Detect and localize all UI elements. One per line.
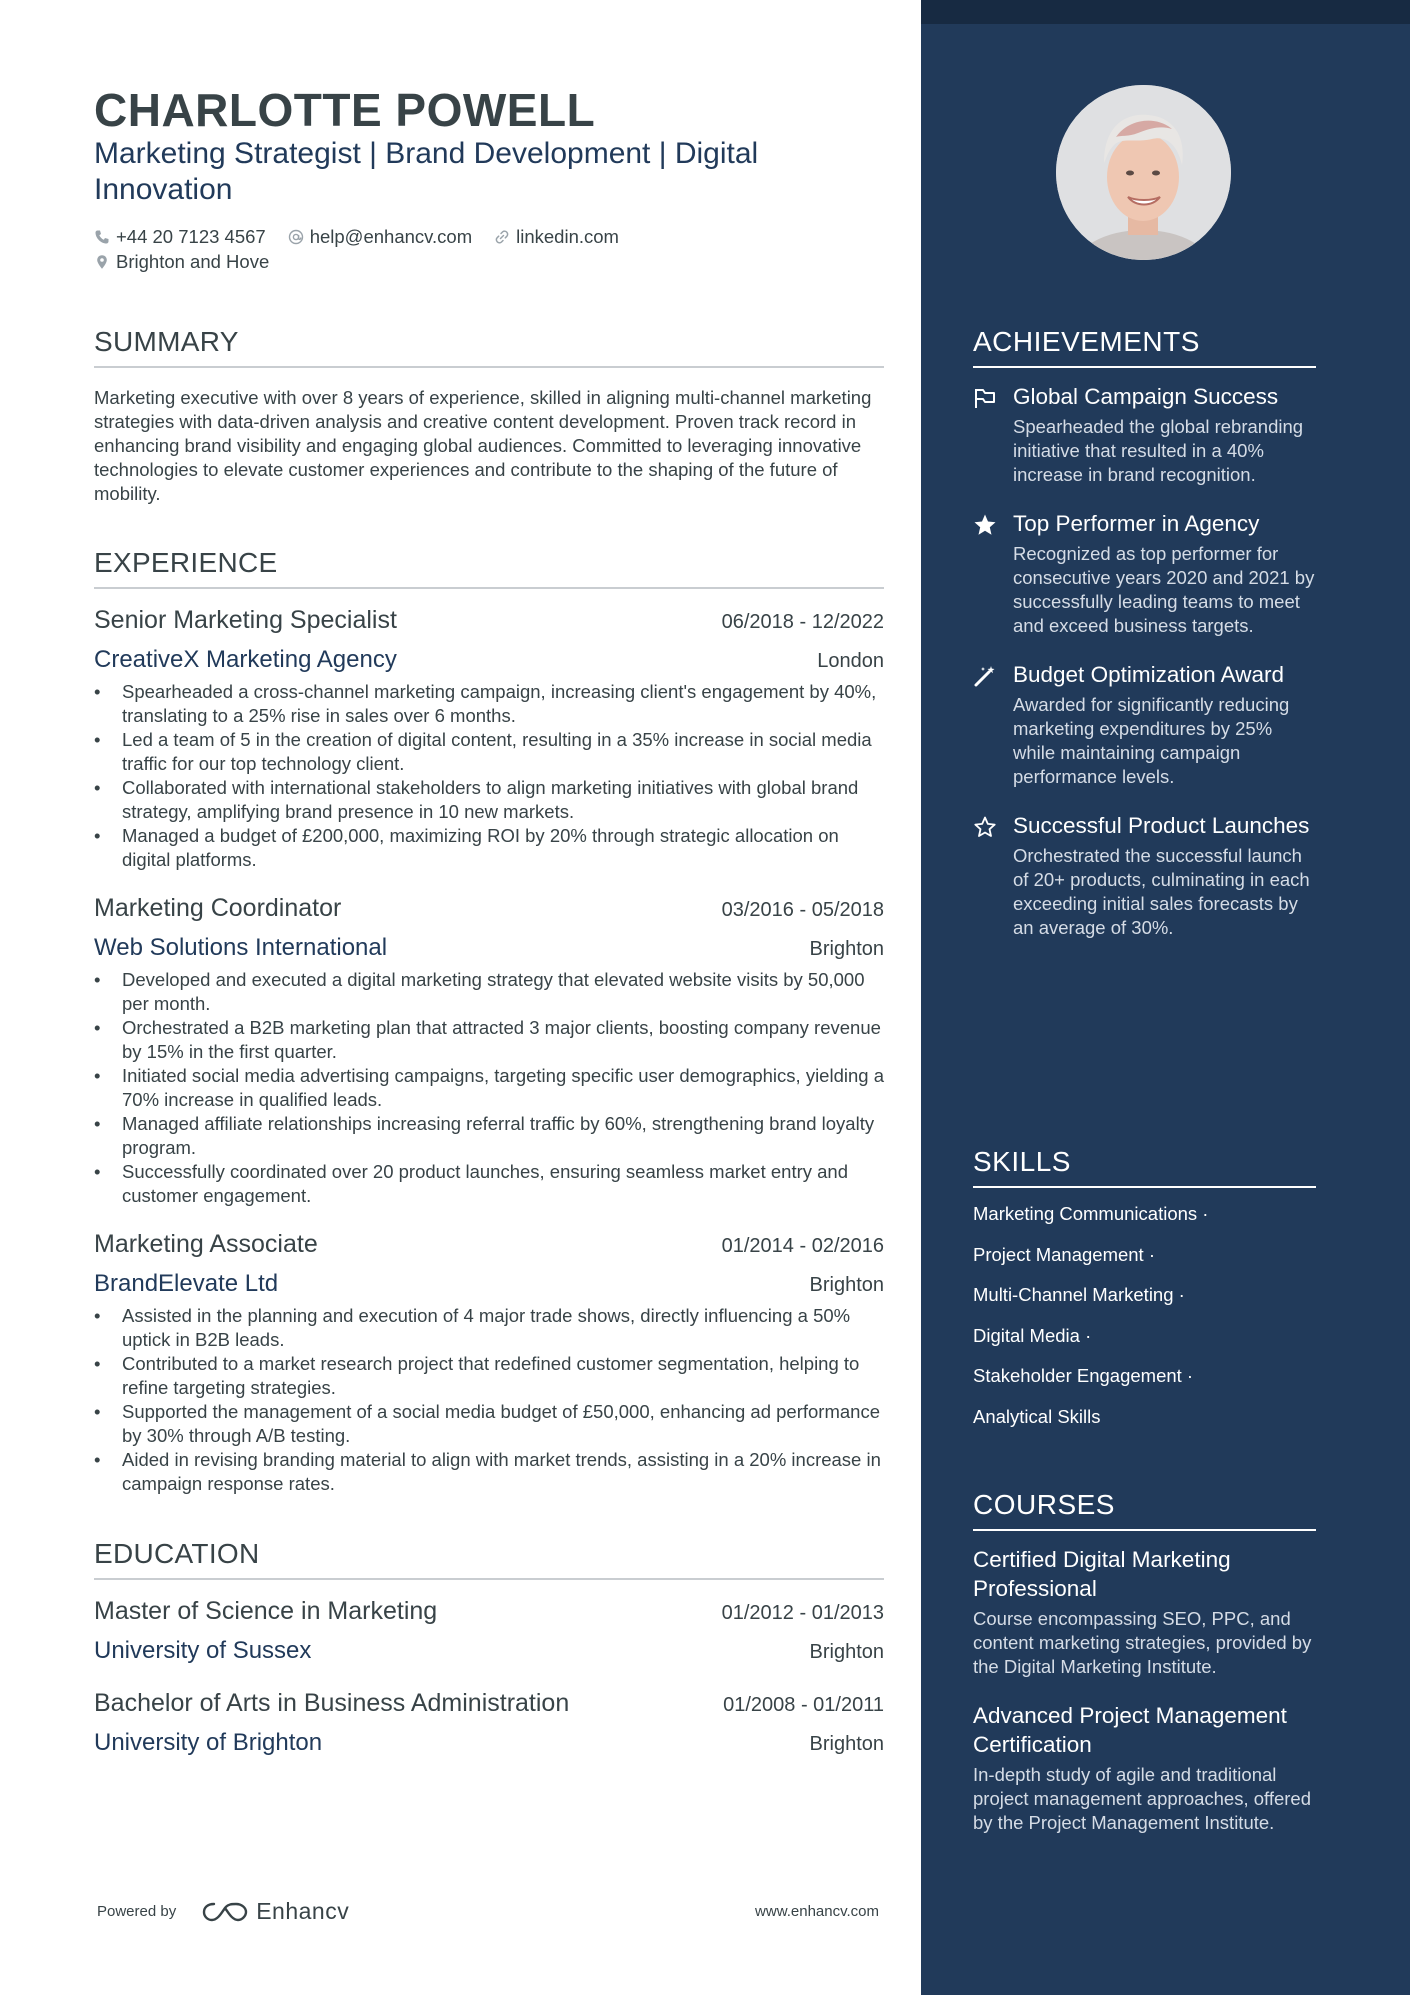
powered-by — [97, 1898, 349, 1925]
bullet-item: • Developed and executed a digital marketing strategy that elevated website visits by 50,000 per month. — [94, 968, 884, 1016]
achievement-title: Budget Optimization Award — [1013, 662, 1284, 687]
avatar — [1056, 85, 1231, 260]
bullet-item: • Supported the management of a social media budget of £50,000, enhancing ad performance by 30% through A/B testing. — [94, 1400, 884, 1448]
job-location: London — [817, 650, 884, 672]
job-bullets — [94, 1304, 884, 1496]
skill-item: Analytical Skills — [973, 1405, 1101, 1427]
bullet-item: • Managed a budget of £200,000, maximizing ROI by 20% through strategic allocation on digital platforms. — [94, 824, 884, 872]
experience-entry — [94, 604, 884, 872]
course-title: Advanced Project Management Certification — [973, 1703, 1287, 1757]
course-description: Course encompassing SEO, PPC, and content marketing strategies, provided by the Digital Marketing Institute. — [973, 1608, 1312, 1677]
company-name: BrandElevate Ltd — [94, 1270, 279, 1297]
achievement-item — [973, 811, 1316, 940]
degree-title: Master of Science in Marketing — [94, 1597, 438, 1625]
courses-section — [973, 1489, 1316, 1857]
phone-contact[interactable] — [94, 224, 266, 249]
achievement-description: Spearheaded the global rebranding initiative that resulted in a 40% increase in brand recognition. — [1013, 416, 1304, 485]
bullet-item: • Aided in revising branding material to align with market trends, assisting in a 20% increase in campaign response rates. — [94, 1448, 884, 1496]
summary-text: Marketing executive with over 8 years of experience, skilled in aligning multi-channel marketing strategies with data-driven analysis and creative content development. Proven track record in enhancing brand visibility and engaging global audiences. Committed to leveraging innovative technologies to elevate customer experiences and contribute to the shaping of the future of mobility. — [94, 387, 872, 504]
email-address: help@enhancv.com — [309, 226, 473, 247]
experience-entry — [94, 892, 884, 1208]
school-name: University of Sussex — [94, 1637, 312, 1664]
linkedin-link: linkedin.com — [516, 226, 619, 247]
job-title: Senior Marketing Specialist — [94, 606, 397, 634]
achievement-item — [973, 509, 1316, 638]
flag-icon — [973, 382, 999, 487]
achievement-description: Orchestrated the successful launch of 20+ products, culminating in each exceeding initial sales forecasts by an average of 30%. — [1013, 845, 1310, 938]
bullet-item: • Initiated social media advertising campaigns, targeting specific user demographics, yielding a 70% increase in qualified leads. — [94, 1064, 884, 1112]
courses-heading: COURSES — [973, 1489, 1316, 1531]
company-name: Web Solutions International — [94, 934, 388, 961]
location-pin-icon — [94, 254, 110, 270]
skill-item: Stakeholder Engagement · — [973, 1365, 1194, 1386]
footer — [97, 1898, 879, 1925]
website-link[interactable]: www.enhancv.com — [755, 1903, 879, 1920]
phone-icon — [94, 229, 110, 245]
education-heading: EDUCATION — [94, 1538, 884, 1580]
job-dates: 03/2016 - 05/2018 — [721, 899, 884, 921]
location-contact — [94, 249, 269, 274]
achievements-section — [973, 326, 1316, 962]
bullet-item: • Contributed to a market research project that redefined customer segmentation, helping to refine targeting strategies. — [94, 1352, 884, 1400]
link-icon — [494, 229, 510, 245]
skills-heading: SKILLS — [973, 1146, 1316, 1188]
bullet-item: • Orchestrated a B2B marketing plan that attracted 3 major clients, boosting company revenue by 15% in the first quarter. — [94, 1016, 884, 1064]
sidebar-top-bar — [921, 0, 1410, 24]
degree-title: Bachelor of Arts in Business Administration — [94, 1689, 570, 1717]
phone-number: +44 20 7123 4567 — [116, 226, 266, 247]
bullet-item: • Successfully coordinated over 20 product launches, ensuring seamless market entry and customer engagement. — [94, 1160, 884, 1208]
skill-item: Marketing Communications · — [973, 1203, 1209, 1224]
school-location: Brighton — [809, 1733, 884, 1755]
linkedin-contact[interactable] — [494, 224, 619, 249]
job-dates: 06/2018 - 12/2022 — [721, 611, 884, 633]
achievement-title: Global Campaign Success — [1013, 384, 1279, 409]
education-entry — [94, 1595, 884, 1667]
sidebar — [921, 0, 1410, 1995]
experience-entry — [94, 1228, 884, 1496]
achievement-item — [973, 382, 1316, 487]
achievements-heading: ACHIEVEMENTS — [973, 326, 1316, 368]
star-filled-icon — [973, 509, 999, 638]
course-description: In-depth study of agile and traditional project management approaches, offered by the Project Management Institute. — [973, 1764, 1312, 1833]
job-bullets — [94, 680, 884, 872]
achievement-item — [973, 660, 1316, 789]
job-bullets — [94, 968, 884, 1208]
enhancv-logo[interactable] — [202, 1898, 349, 1925]
summary-heading: SUMMARY — [94, 326, 884, 368]
skills-section — [973, 1146, 1316, 1445]
powered-by-label: Powered by — [97, 1903, 177, 1920]
brand-name: Enhancv — [256, 1898, 350, 1924]
job-title: Marketing Coordinator — [94, 894, 342, 922]
education-dates: 01/2012 - 01/2013 — [721, 1602, 884, 1624]
course-item — [973, 1545, 1316, 1679]
experience-heading: EXPERIENCE — [94, 547, 884, 589]
school-location: Brighton — [809, 1641, 884, 1663]
company-name: CreativeX Marketing Agency — [94, 646, 397, 673]
enhancv-logo-icon — [202, 1900, 248, 1924]
course-title: Certified Digital Marketing Professional — [973, 1547, 1231, 1601]
star-outline-icon — [973, 811, 999, 940]
job-location: Brighton — [809, 1274, 884, 1296]
bullet-item: • Managed affiliate relationships increasing referral traffic by 60%, strengthening brand loyalty program. — [94, 1112, 884, 1160]
location-text: Brighton and Hove — [116, 251, 270, 272]
job-title: Marketing Associate — [94, 1230, 318, 1258]
at-icon — [288, 229, 304, 245]
email-contact[interactable] — [288, 224, 472, 249]
course-item — [973, 1701, 1316, 1835]
contact-info — [94, 224, 619, 274]
achievement-title: Successful Product Launches — [1013, 813, 1310, 838]
achievement-description: Recognized as top performer for consecutive years 2020 and 2021 by successfully leading teams to meet and exceed business targets. — [1013, 543, 1315, 636]
bullet-item: • Spearheaded a cross-channel marketing campaign, increasing client's engagement by 40%, translating to a 25% rise in sales over 6 months. — [94, 680, 884, 728]
bullet-item: • Assisted in the planning and execution of 4 major trade shows, directly influencing a 50% uptick in B2B leads. — [94, 1304, 884, 1352]
skill-item: Digital Media · — [973, 1324, 1092, 1346]
skill-item: Multi-Channel Marketing · — [973, 1284, 1185, 1305]
skill-item: Project Management · — [973, 1243, 1156, 1265]
job-location: Brighton — [809, 938, 884, 960]
education-dates: 01/2008 - 01/2011 — [723, 1694, 884, 1716]
school-name: University of Brighton — [94, 1729, 323, 1756]
achievement-title: Top Performer in Agency — [1013, 511, 1260, 536]
education-entry — [94, 1687, 884, 1759]
achievement-description: Awarded for significantly reducing marketing expenditures by 25% while maintaining campaign performance levels. — [1013, 694, 1290, 787]
magic-wand-icon — [973, 660, 999, 789]
bullet-item: • Led a team of 5 in the creation of digital content, resulting in a 35% increase in social media traffic for our top technology client. — [94, 728, 884, 776]
job-dates: 01/2014 - 02/2016 — [721, 1235, 884, 1257]
headline: Marketing Strategist | Brand Development | Digital Innovation — [94, 137, 759, 206]
candidate-name: CHARLOTTE POWELL — [94, 84, 596, 136]
bullet-item: • Collaborated with international stakeholders to align marketing initiatives with global brand strategy, amplifying brand presence in 10 new markets. — [94, 776, 884, 824]
